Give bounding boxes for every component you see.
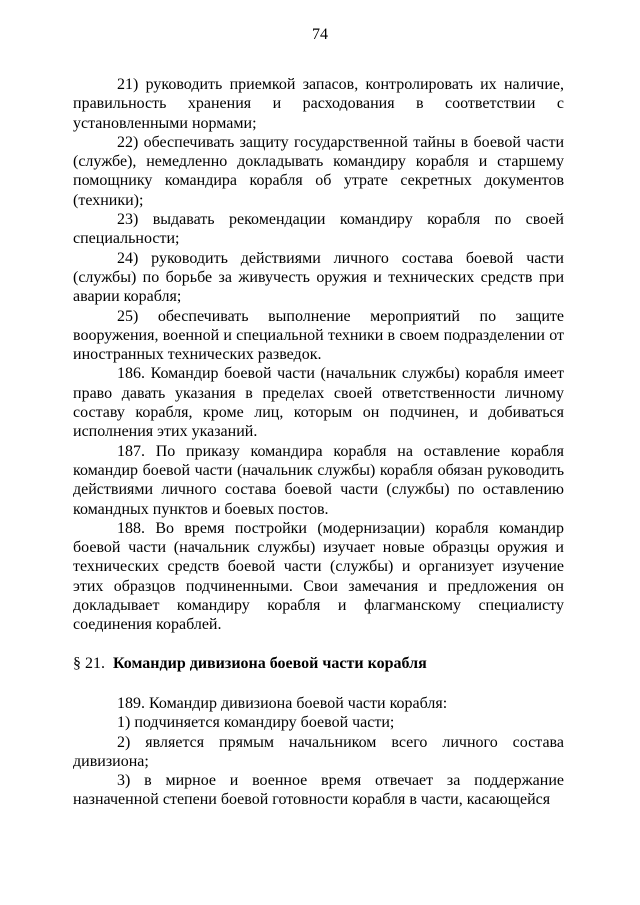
paragraph: 188. Во время постройки (модернизации) корабля командир боевой части (начальник службы) изучает новые образцы оружия и технических средств боевой части (службы) и организует изучение этих образцов подчиненными. Свои замечания и предложения он докладывает командиру корабля и флагманскому специалисту соединения кораблей. <box>73 519 564 634</box>
paragraph: 21) руководить приемкой запасов, контролировать их наличие, правильность хранения и расходования в соответствии с установленными нормами; <box>73 76 564 132</box>
paragraph: 22) обеспечивать защиту государственной тайны в боевой части (службе), немедленно докладывать командиру корабля и старшему помощнику командира корабля об утрате секретных документов (техники); <box>73 133 564 209</box>
paragraph: 3) в мирное и военное время отвечает за поддержание назначенной степени боевой готовности корабля в части, касающейся <box>73 772 564 809</box>
paragraph: 1) подчиняется командиру боевой части; <box>117 714 395 732</box>
paragraph: 25) обеспечивать выполнение мероприятий по защите вооружения, военной и специальной техники в своем подразделении от иностранных технических разведок. <box>73 307 564 364</box>
paragraph: 23) выдавать рекомендации командиру корабля по своей специальности; <box>73 211 564 248</box>
section-title: Командир дивизиона боевой части корабля <box>113 654 427 672</box>
paragraph: 186. Командир боевой части (начальник службы) корабля имеет право давать указания в пределах своей ответственности личному составу корабля, кроме лиц, которым он подчинен, и добиваться исполнения этих указаний. <box>73 365 564 441</box>
section-number: § 21. <box>73 654 105 672</box>
document-body <box>73 75 564 810</box>
paragraph: 189. Командир дивизиона боевой части корабля: <box>117 694 448 712</box>
paragraph: 2) является прямым начальником всего личного состава дивизиона; <box>73 733 564 770</box>
paragraph: 187. По приказу командира корабля на оставление корабля командир боевой части (начальник службы) корабля обязан руководить действиями личного состава боевой части (службы) по оставлению командных пунктов и боевых постов. <box>73 442 564 518</box>
section-heading <box>73 654 564 673</box>
paragraph: 24) руководить действиями личного состава боевой части (службы) по борьбе за живучесть оружия и технических средств при аварии корабля; <box>73 249 564 306</box>
page-number: 74 <box>312 26 328 43</box>
